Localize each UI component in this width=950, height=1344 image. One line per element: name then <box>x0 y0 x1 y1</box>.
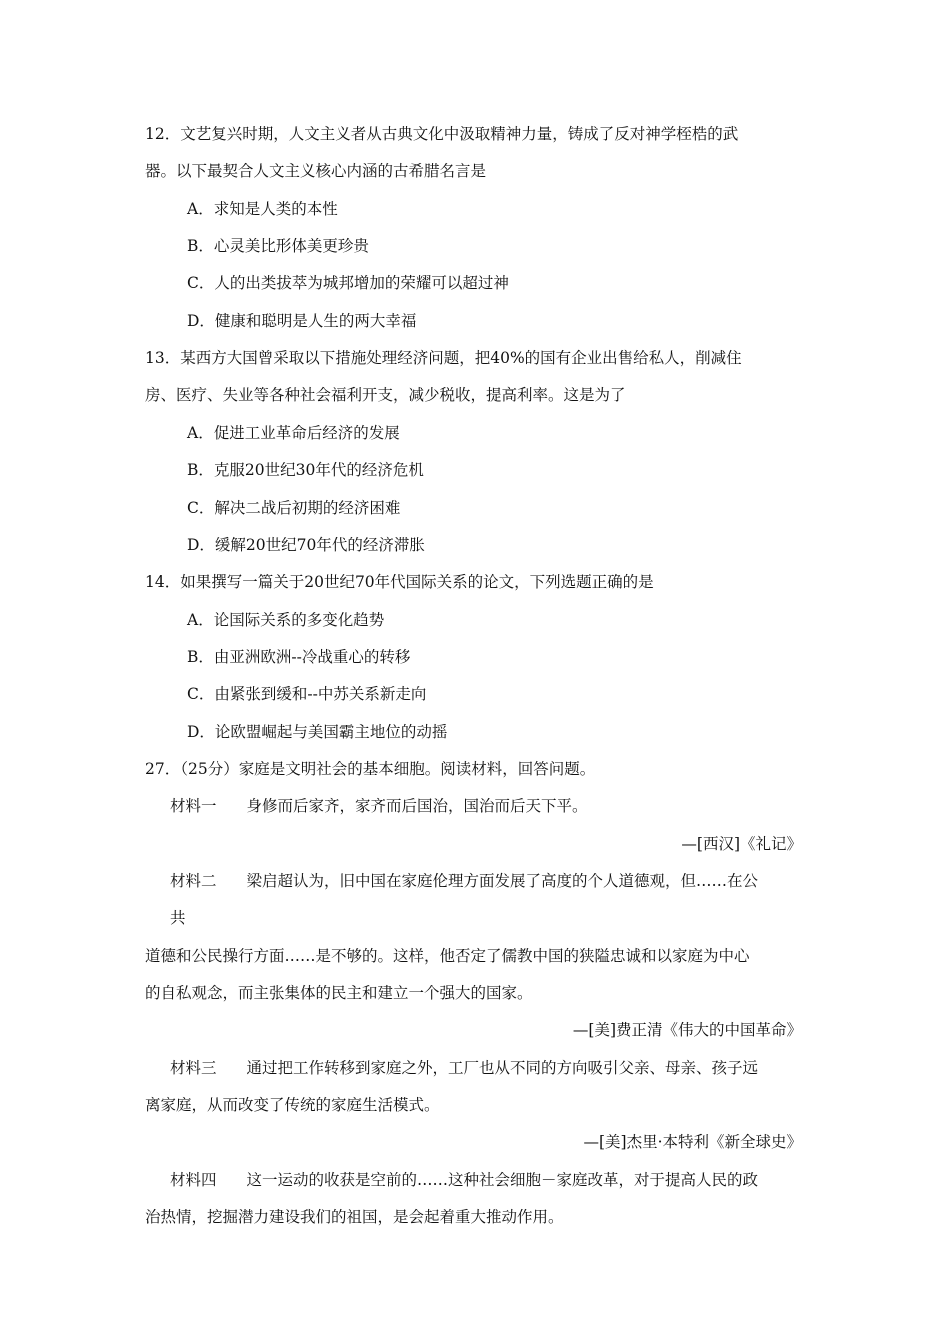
material-3-source: —[美]杰里·本特利《新全球史》 <box>583 1133 802 1151</box>
material-3 <box>170 1058 758 1078</box>
material-2-label: 材料二 <box>170 872 217 890</box>
material-4-cont-1: 治热情，挖掘潜力建设我们的祖国，是会起着重大推动作用。 <box>145 1208 564 1226</box>
question-14-option-a: A．论国际关系的多变化趋势 <box>187 611 385 629</box>
material-3-label: 材料三 <box>170 1059 217 1077</box>
question-13-option-d: D．缓解20世纪70年代的经济滞胀 <box>187 536 425 554</box>
material-2-source: —[美]费正清《伟大的中国革命》 <box>572 1021 802 1039</box>
question-14-option-c: C．由紧张到缓和--中苏关系新走向 <box>187 685 427 703</box>
question-27-header: 27．（25分）家庭是文明社会的基本细胞。阅读材料，回答问题。 <box>145 760 596 778</box>
question-13-line-2: 房、医疗、失业等各种社会福利开支，减少税收，提高利率。这是为了 <box>145 386 626 404</box>
question-12-line-1: 12．文艺复兴时期，人文主义者从古典文化中汲取精神力量，铸成了反对神学桎梏的武 <box>145 125 739 143</box>
question-14-option-d: D．论欧盟崛起与美国霸主地位的动摇 <box>187 723 448 741</box>
material-2-cont-1: 道德和公民操行方面……是不够的。这样，他否定了儒教中国的狭隘忠诚和以家庭为中心 <box>145 947 750 965</box>
material-2-wrap: 共 <box>170 909 186 927</box>
question-12-option-a: A．求知是人类的本性 <box>187 200 338 218</box>
question-14-option-b: B．由亚洲欧洲--冷战重心的转移 <box>187 648 411 666</box>
question-13-option-a: A．促进工业革命后经济的发展 <box>187 424 400 442</box>
material-1-label: 材料一 <box>170 797 217 815</box>
question-12-line-2: 器。以下最契合人文主义核心内涵的古希腊名言是 <box>145 162 487 180</box>
material-2 <box>170 871 758 891</box>
question-12-option-b: B．心灵美比形体美更珍贵 <box>187 237 369 255</box>
material-4-label: 材料四 <box>170 1171 217 1189</box>
material-2-text: 梁启超认为，旧中国在家庭伦理方面发展了高度的个人道德观，但……在公 <box>246 872 759 890</box>
question-14-line-1: 14．如果撰写一篇关于20世纪70年代国际关系的论文，下列选题正确的是 <box>145 573 654 591</box>
question-12-option-d: D．健康和聪明是人生的两大幸福 <box>187 312 417 330</box>
question-13-option-b: B．克服20世纪30年代的经济危机 <box>187 461 424 479</box>
material-4 <box>170 1170 758 1190</box>
material-3-cont-1: 离家庭，从而改变了传统的家庭生活模式。 <box>145 1096 440 1114</box>
material-2-cont-2: 的自私观念，而主张集体的民主和建立一个强大的国家。 <box>145 984 533 1002</box>
material-3-text: 通过把工作转移到家庭之外，工厂也从不同的方向吸引父亲、母亲、孩子远 <box>246 1059 759 1077</box>
material-4-text: 这一运动的收获是空前的……这种社会细胞－家庭改革，对于提高人民的政 <box>246 1171 759 1189</box>
question-12-option-c: C．人的出类拔萃为城邦增加的荣耀可以超过神 <box>187 274 509 292</box>
material-1-text: 身修而后家齐，家齐而后国治，国治而后天下平。 <box>246 797 588 815</box>
material-1 <box>170 796 588 816</box>
question-13-option-c: C．解决二战后初期的经济困难 <box>187 499 401 517</box>
question-13-line-1: 13．某西方大国曾采取以下措施处理经济问题，把40%的国有企业出售给私人，削减住 <box>145 349 742 367</box>
material-1-source: —[西汉]《礼记》 <box>681 835 802 853</box>
